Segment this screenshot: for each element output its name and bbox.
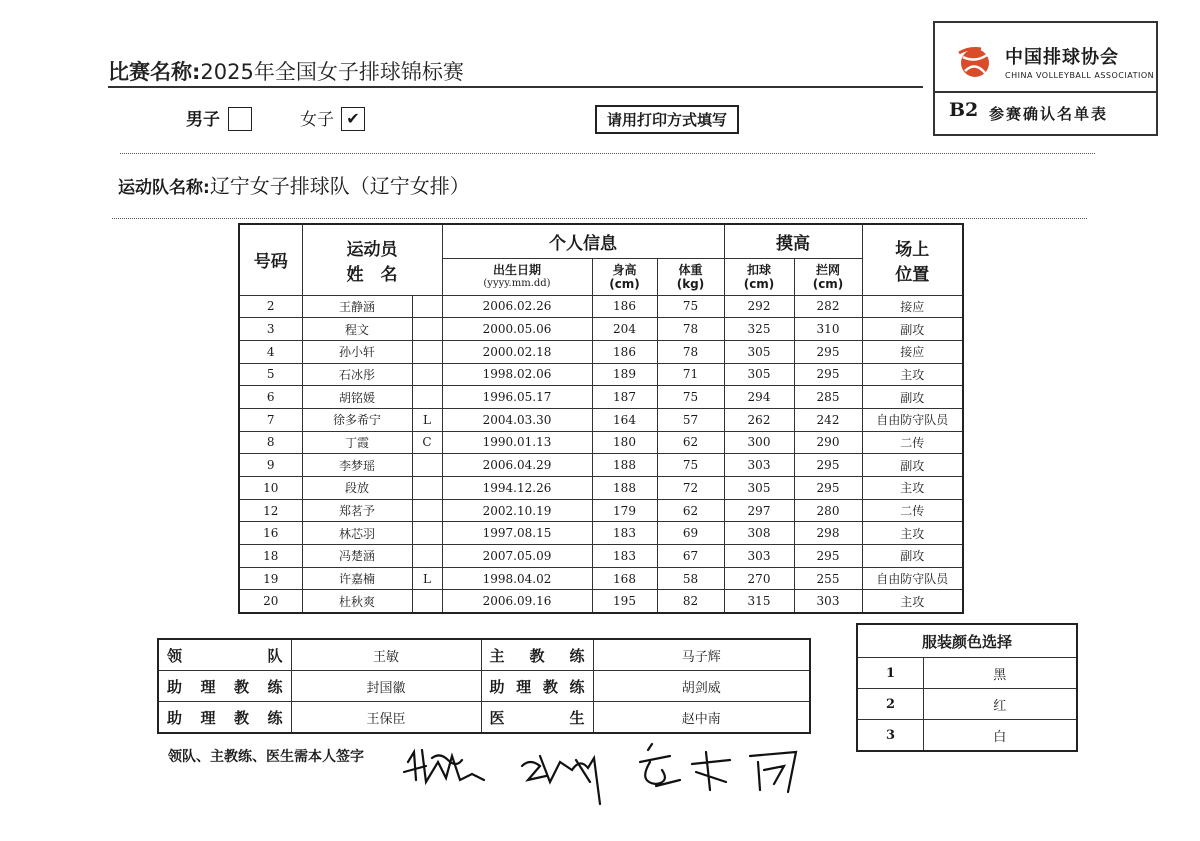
player-role-tag: C [412, 431, 442, 454]
uniform-option-color: 红 [923, 689, 1077, 720]
player-number: 3 [239, 318, 302, 341]
staff-role-char: 教 [233, 677, 249, 696]
player-dob: 2000.02.18 [442, 340, 592, 363]
staff-role-char: 生 [569, 708, 585, 727]
uniform-option-number: 2 [857, 689, 923, 720]
player-block-reach: 290 [794, 431, 862, 454]
player-name: 王静涵 [302, 295, 412, 318]
player-weight: 62 [657, 431, 724, 454]
player-spike-reach: 305 [724, 477, 794, 500]
staff-role-char: 练 [267, 708, 283, 727]
player-spike-reach: 292 [724, 295, 794, 318]
player-number: 19 [239, 567, 302, 590]
uniform-title: 服装颜色选择 [857, 624, 1077, 658]
header-athlete-line2: 姓 名 [346, 264, 398, 285]
player-block-reach: 310 [794, 318, 862, 341]
table-row [239, 454, 963, 477]
uniform-option[interactable] [857, 658, 1077, 689]
uniform-option-number: 3 [857, 720, 923, 752]
header-spike-label: 扣球 [746, 262, 771, 277]
cva-name-en: CHINA VOLLEYBALL ASSOCIATION [1005, 71, 1155, 80]
player-spike-reach: 305 [724, 363, 794, 386]
staff-role-char: 教 [233, 708, 249, 727]
player-position: 主攻 [862, 522, 963, 545]
uniform-body [857, 658, 1077, 752]
player-height: 180 [592, 431, 657, 454]
header-position [862, 224, 963, 295]
player-spike-reach: 297 [724, 499, 794, 522]
player-position: 副攻 [862, 318, 963, 341]
uniform-color-table [856, 623, 1078, 752]
player-name: 胡铭媛 [302, 386, 412, 409]
player-role-tag [412, 386, 442, 409]
player-position: 接应 [862, 340, 963, 363]
player-number: 20 [239, 590, 302, 613]
male-checkbox[interactable] [228, 107, 252, 131]
header-position-line1: 场上 [895, 239, 930, 260]
table-row [239, 522, 963, 545]
header-weight [657, 258, 724, 295]
player-name: 孙小轩 [302, 340, 412, 363]
staff-role-head-coach [481, 639, 593, 671]
staff-role-char: 助 [167, 677, 183, 696]
player-number: 16 [239, 522, 302, 545]
uniform-option-color: 黑 [923, 658, 1077, 689]
player-name: 徐多希宁 [302, 408, 412, 431]
staff-role-char: 领 [167, 646, 183, 665]
staff-role-char: 主 [489, 646, 505, 665]
player-spike-reach: 308 [724, 522, 794, 545]
player-position: 二传 [862, 499, 963, 522]
header-height-label: 身高 [612, 262, 637, 277]
player-name: 程文 [302, 318, 412, 341]
staff-role-char: 练 [267, 677, 283, 696]
table-row [239, 545, 963, 568]
table-row [239, 318, 963, 341]
header-athlete-line1: 运动员 [346, 239, 398, 260]
match-label: 比赛名称: [108, 60, 201, 84]
player-dob: 2004.03.30 [442, 408, 592, 431]
header-spike [724, 258, 794, 295]
table-row [239, 386, 963, 409]
table-row [239, 477, 963, 500]
staff-role-char: 理 [200, 708, 216, 727]
player-name: 石冰彤 [302, 363, 412, 386]
header-dob-label: 出生日期 [492, 262, 541, 277]
player-spike-reach: 300 [724, 431, 794, 454]
player-number: 5 [239, 363, 302, 386]
player-number: 12 [239, 499, 302, 522]
player-weight: 78 [657, 318, 724, 341]
table-row [239, 408, 963, 431]
player-role-tag: L [412, 408, 442, 431]
player-dob: 1998.04.02 [442, 567, 592, 590]
player-spike-reach: 294 [724, 386, 794, 409]
player-name: 郑茗予 [302, 499, 412, 522]
player-position: 接应 [862, 295, 963, 318]
player-position: 二传 [862, 431, 963, 454]
player-weight: 75 [657, 386, 724, 409]
staff-name-assistant-1: 封国徽 [291, 671, 481, 702]
staff-name-head-coach: 马子辉 [593, 639, 810, 671]
player-dob: 1994.12.26 [442, 477, 592, 500]
player-role-tag [412, 545, 442, 568]
staff-role-char: 助 [489, 677, 505, 696]
title-underline [108, 86, 923, 88]
player-position: 副攻 [862, 545, 963, 568]
staff-role-char: 队 [267, 646, 283, 665]
header-weight-unit: (kg) [676, 276, 705, 291]
team-name: 辽宁女子排球队（辽宁女排） [209, 174, 470, 198]
player-height: 186 [592, 295, 657, 318]
player-height: 188 [592, 477, 657, 500]
staff-role-char: 理 [200, 677, 216, 696]
staff-name-leader: 王敏 [291, 639, 481, 671]
header-number: 号码 [239, 224, 302, 295]
player-height: 187 [592, 386, 657, 409]
roster-table [238, 223, 964, 614]
staff-name-doctor: 赵中南 [593, 702, 810, 734]
player-name: 段放 [302, 477, 412, 500]
player-block-reach: 255 [794, 567, 862, 590]
header-reach: 摸高 [724, 224, 862, 258]
staff-role-char: 理 [516, 677, 532, 696]
player-role-tag [412, 499, 442, 522]
player-name: 李梦瑶 [302, 454, 412, 477]
player-height: 204 [592, 318, 657, 341]
signature-scribbles [400, 722, 800, 812]
table-row [239, 363, 963, 386]
player-spike-reach: 262 [724, 408, 794, 431]
staff-role-leader [158, 639, 291, 671]
player-role-tag [412, 454, 442, 477]
player-block-reach: 303 [794, 590, 862, 613]
player-name: 林芯羽 [302, 522, 412, 545]
player-height: 183 [592, 522, 657, 545]
player-spike-reach: 303 [724, 545, 794, 568]
logo-divider [935, 91, 1156, 93]
header-position-line2: 位置 [895, 264, 930, 285]
player-number: 8 [239, 431, 302, 454]
form-code: B2 [949, 99, 979, 121]
player-height: 168 [592, 567, 657, 590]
header-height-unit: (cm) [609, 276, 640, 291]
form-name: 参赛确认名单表 [989, 105, 1109, 123]
table-row [239, 499, 963, 522]
player-block-reach: 282 [794, 295, 862, 318]
header-block-unit: (cm) [812, 276, 844, 291]
player-block-reach: 242 [794, 408, 862, 431]
player-weight: 78 [657, 340, 724, 363]
player-position: 副攻 [862, 386, 963, 409]
player-weight: 58 [657, 567, 724, 590]
header-spike-unit: (cm) [743, 276, 775, 291]
player-block-reach: 295 [794, 545, 862, 568]
divider-dotted [112, 218, 1087, 219]
player-role-tag [412, 318, 442, 341]
player-weight: 69 [657, 522, 724, 545]
player-weight: 72 [657, 477, 724, 500]
player-weight: 71 [657, 363, 724, 386]
uniform-option-number: 1 [857, 658, 923, 689]
player-role-tag [412, 477, 442, 500]
table-row [239, 431, 963, 454]
player-number: 18 [239, 545, 302, 568]
player-role-tag [412, 363, 442, 386]
female-checkbox[interactable]: ✔ [341, 107, 365, 131]
staff-table [157, 638, 811, 734]
header-weight-label: 体重 [678, 262, 703, 277]
staff-name-assistant-3: 王保臣 [291, 702, 481, 734]
player-role-tag: L [412, 567, 442, 590]
player-number: 7 [239, 408, 302, 431]
staff-role-char: 助 [167, 708, 183, 727]
player-role-tag [412, 590, 442, 613]
player-weight: 75 [657, 454, 724, 477]
player-name: 杜秋爽 [302, 590, 412, 613]
player-number: 10 [239, 477, 302, 500]
staff-role-assistant-coach [158, 671, 291, 702]
player-position: 自由防守队员 [862, 408, 963, 431]
player-dob: 1990.01.13 [442, 431, 592, 454]
roster-body [239, 295, 963, 613]
cva-logo [955, 43, 1154, 80]
player-dob: 2006.09.16 [442, 590, 592, 613]
match-name: 2025年全国女子排球锦标赛 [200, 60, 464, 84]
male-label: 男子 [186, 110, 220, 130]
player-block-reach: 285 [794, 386, 862, 409]
staff-name-assistant-2: 胡剑威 [593, 671, 810, 702]
player-height: 189 [592, 363, 657, 386]
player-dob: 1998.02.06 [442, 363, 592, 386]
player-height: 164 [592, 408, 657, 431]
player-number: 9 [239, 454, 302, 477]
female-label: 女子 [300, 110, 334, 130]
signature-label: 领队、主教练、医生需本人签字 [168, 749, 364, 765]
player-height: 179 [592, 499, 657, 522]
player-weight: 75 [657, 295, 724, 318]
table-row [239, 590, 963, 613]
handwritten-signatures [400, 722, 800, 816]
player-block-reach: 295 [794, 363, 862, 386]
table-row [239, 295, 963, 318]
player-weight: 67 [657, 545, 724, 568]
player-dob: 2006.04.29 [442, 454, 592, 477]
staff-role-char: 练 [569, 677, 585, 696]
player-number: 2 [239, 295, 302, 318]
player-dob: 1997.08.15 [442, 522, 592, 545]
player-dob: 2006.02.26 [442, 295, 592, 318]
header-block-label: 拦网 [815, 262, 840, 277]
cva-name-cn: 中国排球协会 [1005, 47, 1119, 68]
player-dob: 2000.05.06 [442, 318, 592, 341]
uniform-option[interactable] [857, 720, 1077, 752]
player-dob: 2007.05.09 [442, 545, 592, 568]
player-role-tag [412, 295, 442, 318]
header-athlete [302, 224, 442, 295]
player-block-reach: 295 [794, 340, 862, 363]
team-line [118, 170, 470, 199]
player-height: 186 [592, 340, 657, 363]
player-block-reach: 280 [794, 499, 862, 522]
player-position: 主攻 [862, 590, 963, 613]
player-spike-reach: 305 [724, 340, 794, 363]
header-height [592, 258, 657, 295]
player-height: 195 [592, 590, 657, 613]
player-block-reach: 295 [794, 454, 862, 477]
player-dob: 2002.10.19 [442, 499, 592, 522]
player-name: 丁霞 [302, 431, 412, 454]
player-weight: 82 [657, 590, 724, 613]
print-note: 请用打印方式填写 [595, 105, 739, 134]
player-height: 183 [592, 545, 657, 568]
player-name: 许嘉楠 [302, 567, 412, 590]
volleyball-icon [955, 45, 997, 79]
player-role-tag [412, 522, 442, 545]
player-block-reach: 295 [794, 477, 862, 500]
header-dob-format: (yyyy.mm.dd) [483, 277, 551, 289]
player-spike-reach: 315 [724, 590, 794, 613]
uniform-option-color: 白 [923, 720, 1077, 752]
player-spike-reach: 325 [724, 318, 794, 341]
uniform-option[interactable] [857, 689, 1077, 720]
player-spike-reach: 303 [724, 454, 794, 477]
player-number: 6 [239, 386, 302, 409]
player-role-tag [412, 340, 442, 363]
player-number: 4 [239, 340, 302, 363]
header-dob [442, 258, 592, 295]
match-title [108, 56, 464, 86]
player-position: 自由防守队员 [862, 567, 963, 590]
staff-role-char: 练 [569, 646, 585, 665]
player-height: 188 [592, 454, 657, 477]
staff-role-char: 医 [489, 708, 505, 727]
player-block-reach: 298 [794, 522, 862, 545]
table-row [239, 340, 963, 363]
player-position: 主攻 [862, 363, 963, 386]
cva-header-box [933, 21, 1158, 136]
team-label: 运动队名称: [118, 178, 210, 198]
player-position: 主攻 [862, 477, 963, 500]
player-spike-reach: 270 [724, 567, 794, 590]
staff-role-assistant-coach [481, 671, 593, 702]
player-weight: 62 [657, 499, 724, 522]
header-personal-info: 个人信息 [442, 224, 724, 258]
divider-dotted [120, 153, 1095, 154]
header-block [794, 258, 862, 295]
player-position: 副攻 [862, 454, 963, 477]
table-row [239, 567, 963, 590]
staff-role-char: 教 [529, 646, 545, 665]
staff-role-assistant-coach [158, 702, 291, 734]
player-name: 冯楚涵 [302, 545, 412, 568]
player-dob: 1996.05.17 [442, 386, 592, 409]
staff-role-char: 教 [542, 677, 558, 696]
player-weight: 57 [657, 408, 724, 431]
